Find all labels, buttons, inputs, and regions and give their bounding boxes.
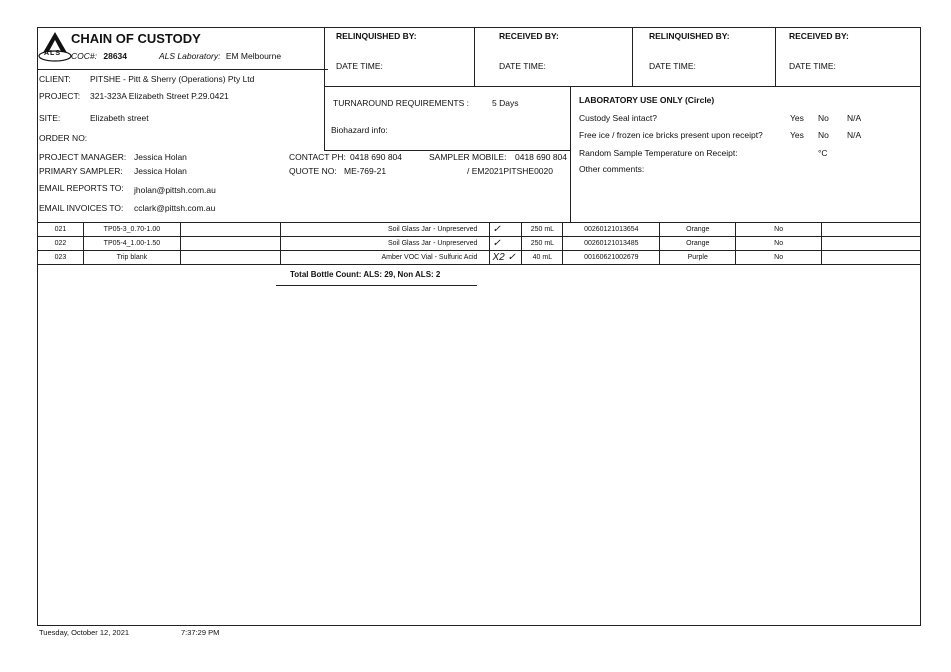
signature-divider <box>324 86 921 87</box>
order-label: ORDER NO: <box>39 133 88 143</box>
date-time-3: DATE TIME: <box>649 61 696 71</box>
table-row <box>38 223 921 237</box>
biohazard-label: Biohazard info: <box>331 125 388 135</box>
temp-label: Random Sample Temperature on Receipt: <box>579 148 738 158</box>
table-row <box>38 251 921 265</box>
sampler-label: PRIMARY SAMPLER: <box>39 166 123 176</box>
col-divider <box>570 86 571 222</box>
footer-date: Tuesday, October 12, 2021 <box>39 628 130 637</box>
col-divider <box>474 27 475 86</box>
container-type: Amber VOC Vial - Sulfuric Acid <box>280 251 490 265</box>
turnaround-value: 5 Days <box>492 98 519 108</box>
empty-cell <box>180 251 280 265</box>
container-type: Soil Glass Jar - Unpreserved <box>280 237 490 251</box>
received-by-2: RECEIVED BY: <box>789 31 849 41</box>
date-time-2: DATE TIME: <box>499 61 546 71</box>
flag-value: No <box>736 251 822 265</box>
received-by-1: RECEIVED BY: <box>499 31 559 41</box>
check-mark: ✓ <box>490 237 522 251</box>
empty-cell <box>822 251 921 265</box>
barcode: 00260121013654 <box>563 223 660 237</box>
col-divider <box>632 27 633 86</box>
email-reports-label: EMAIL REPORTS TO: <box>39 183 124 193</box>
site-value: Elizabeth street <box>90 113 149 123</box>
relinquished-by-2: RELINQUISHED BY: <box>649 31 730 41</box>
em-reference: / EM2021PITSHE0020 <box>467 166 553 176</box>
samples-table <box>37 222 921 265</box>
email-invoices-value: cclark@pittsh.com.au <box>134 203 216 213</box>
sample-id: 022 <box>38 237 84 251</box>
ice-label: Free ice / frozen ice bricks present upon receipt? <box>579 130 763 140</box>
seal-na: N/A <box>847 113 862 123</box>
flag-value: No <box>736 223 822 237</box>
header-divider <box>37 69 328 70</box>
sample-name: Trip blank <box>83 251 180 265</box>
lab-value: EM Melbourne <box>225 51 282 61</box>
seal-yes: Yes <box>790 113 804 123</box>
empty-cell <box>180 237 280 251</box>
sampler-value: Jessica Holan <box>134 166 187 176</box>
logo-text: ALS <box>44 50 61 57</box>
sample-name: TP05-4_1.00-1.50 <box>83 237 180 251</box>
total-underline <box>276 285 477 286</box>
date-time-4: DATE TIME: <box>789 61 836 71</box>
doc-title: CHAIN OF CUSTODY <box>71 31 201 46</box>
sample-id: 021 <box>38 223 84 237</box>
empty-cell <box>180 223 280 237</box>
sample-name: TP05-3_0.70-1.00 <box>83 223 180 237</box>
turnaround-label: TURNAROUND REQUIREMENTS : <box>333 98 470 108</box>
email-invoices-label: EMAIL INVOICES TO: <box>39 203 124 213</box>
barcode: 00260121013485 <box>563 237 660 251</box>
barcode: 00160621002679 <box>563 251 660 265</box>
client-label: CLIENT: <box>39 74 71 84</box>
lab-line <box>159 51 281 61</box>
container-type: Soil Glass Jar - Unpreserved <box>280 223 490 237</box>
empty-cell <box>822 223 921 237</box>
ice-no: No <box>818 130 829 140</box>
seal-no: No <box>818 113 829 123</box>
sampler-mobile-value: 0418 690 804 <box>515 152 567 162</box>
check-mark: X2 ✓ <box>490 251 522 265</box>
comments-label: Other comments: <box>579 164 645 174</box>
site-label: SITE: <box>39 113 61 123</box>
document-sheet <box>37 27 921 626</box>
footer-time: 7:37:29 PM <box>181 628 220 637</box>
lab-use-title: LABORATORY USE ONLY (Circle) <box>579 95 715 105</box>
sample-id: 023 <box>38 251 84 265</box>
seal-label: Custody Seal intact? <box>579 113 657 123</box>
total-bottle-count: Total Bottle Count: ALS: 29, Non ALS: 2 <box>290 270 441 279</box>
volume: 250 mL <box>522 223 563 237</box>
ice-yes: Yes <box>790 130 804 140</box>
sample-rows <box>38 223 921 265</box>
bottle-color: Orange <box>660 237 736 251</box>
pm-value: Jessica Holan <box>134 152 187 162</box>
empty-cell <box>822 237 921 251</box>
volume: 40 mL <box>522 251 563 265</box>
table-row <box>38 237 921 251</box>
col-divider <box>775 27 776 86</box>
col-divider <box>324 27 325 150</box>
email-reports-value: jholan@pittsh.com.au <box>134 185 216 195</box>
lab-label: ALS Laboratory: <box>159 51 221 61</box>
bottle-color: Orange <box>660 223 736 237</box>
als-logo <box>38 30 72 62</box>
contact-ph-value: 0418 690 804 <box>350 152 402 162</box>
client-value: PITSHE - Pitt & Sherry (Operations) Pty Ltd <box>90 74 255 84</box>
pm-label: PROJECT MANAGER: <box>39 152 127 162</box>
flag-value: No <box>736 237 822 251</box>
temp-unit: °C <box>818 148 828 158</box>
check-mark: ✓ <box>490 223 522 237</box>
date-time-1: DATE TIME: <box>336 61 383 71</box>
ice-na: N/A <box>847 130 862 140</box>
project-value: 321-323A Elizabeth Street P.29.0421 <box>90 91 229 101</box>
sampler-mobile-label: SAMPLER MOBILE: <box>429 152 507 162</box>
turnaround-divider <box>324 150 571 151</box>
project-label: PROJECT: <box>39 91 81 101</box>
volume: 250 mL <box>522 237 563 251</box>
contact-ph-label: CONTACT PH: <box>289 152 346 162</box>
bottle-color: Purple <box>660 251 736 265</box>
coc-number: 28634 <box>103 51 127 61</box>
quote-label: QUOTE NO: <box>289 166 337 176</box>
coc-line <box>71 51 127 61</box>
quote-value: ME-769-21 <box>344 166 387 176</box>
relinquished-by-1: RELINQUISHED BY: <box>336 31 417 41</box>
coc-label: COC#: <box>71 51 97 61</box>
